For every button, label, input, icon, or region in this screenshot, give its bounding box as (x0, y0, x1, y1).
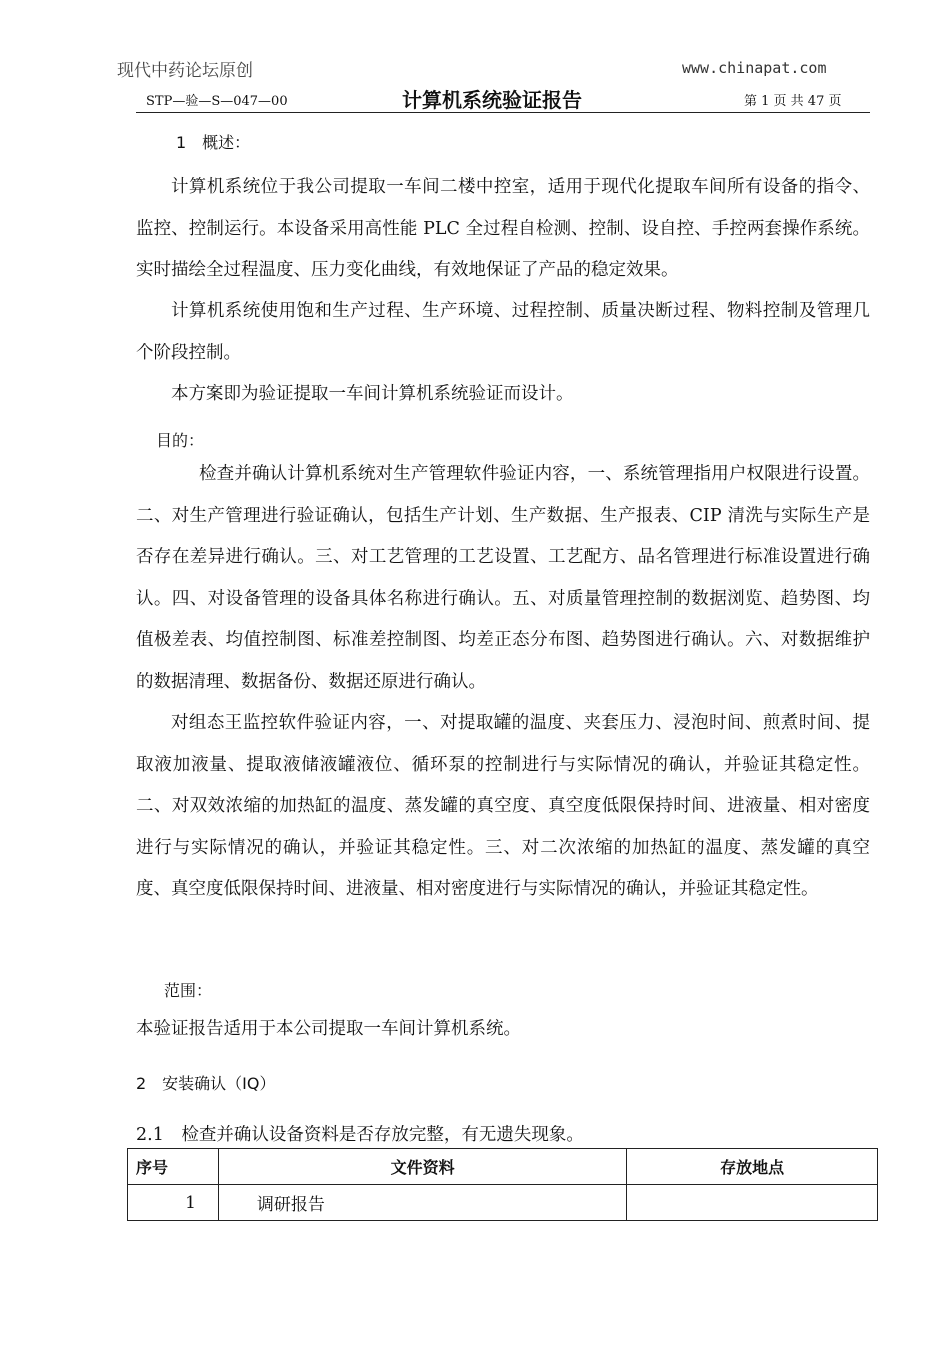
site-name: 现代中药论坛原创 (117, 61, 253, 81)
purpose-paragraph-1: 检查并确认计算机系统对生产管理软件验证内容，一、系统管理指用户权限进行设置。二、对生产管理进行验证确认，包括生产计划、生产数据、生产报表、CIP 清洗与实际生产是否存在差异进行确认。三、对工艺管理的工艺设置、工艺配方、品名管理进行标准设置进行确认。四、对设备管理的设备具体名称进行确认。五、对质量管理控制的数据浏览、趋势图、均值极差表、均值控制图、标准差控制图、均差正态分布图、趋势图进行确认。六、对数据维护的数据清理、数据备份、数据还原进行确认。 (136, 464, 870, 692)
section-2-heading: 2 安装确认（IQ） (136, 1074, 276, 1093)
section-2-1-heading: 2.1 检查并确认设备资料是否存放完整，有无遗失现象。 (136, 1125, 584, 1145)
page-info: 第 1 页 共 47 页 (744, 94, 842, 109)
row-number-cell: 1 (128, 1185, 219, 1221)
table-row (128, 1185, 878, 1221)
scope-paragraph: 本验证报告适用于本公司提取一车间计算机系统。 (136, 1019, 521, 1039)
doc-number: STP—验—S—047—00 (146, 94, 288, 109)
scope-heading: 范围： (164, 981, 213, 1000)
header-divider (136, 112, 870, 113)
site-url[interactable]: www.chinapat.com (682, 59, 827, 77)
section-1-paragraph-2: 计算机系统使用饱和生产过程、生产环境、过程控制、质量决断过程、物料控制及管理几个阶段控制。 (136, 301, 870, 363)
section-1-heading: 1 概述： (176, 133, 251, 152)
table-header-row (128, 1149, 878, 1185)
file-table (127, 1148, 878, 1221)
section-1-paragraph-3: 本方案即为验证提取一车间计算机系统验证而设计。 (171, 384, 574, 404)
column-header-no: 序号 (128, 1149, 219, 1185)
column-header-location: 存放地点 (627, 1149, 878, 1185)
purpose-paragraph-2: 对组态王监控软件验证内容，一、对提取罐的温度、夹套压力、浸泡时间、煎煮时间、提取液加液量、提取液储液罐液位、循环泵的控制进行与实际情况的确认，并验证其稳定性。二、对双效浓缩的加热缸的温度、蒸发罐的真空度、真空度低限保持时间、进液量、相对密度进行与实际情况的确认，并验证其稳定性。三、对二次浓缩的加热缸的温度、蒸发罐的真空度、真空度低限保持时间、进液量、相对密度进行与实际情况的确认，并验证其稳定性。 (136, 713, 870, 899)
document-cell: 调研报告 (218, 1185, 626, 1221)
doc-title: 计算机系统验证报告 (402, 88, 582, 112)
column-header-document: 文件资料 (218, 1149, 626, 1185)
purpose-heading: 目的： (156, 431, 205, 450)
section-1-paragraph-1: 计算机系统位于我公司提取一车间二楼中控室，适用于现代化提取车间所有设备的指令、监控、控制运行。本设备采用高性能 PLC 全过程自检测、控制、设自控、手控两套操作系统。实时描绘全过程温度、压力变化曲线，有效地保证了产品的稳定效果。 (136, 177, 870, 280)
location-cell (627, 1185, 878, 1221)
